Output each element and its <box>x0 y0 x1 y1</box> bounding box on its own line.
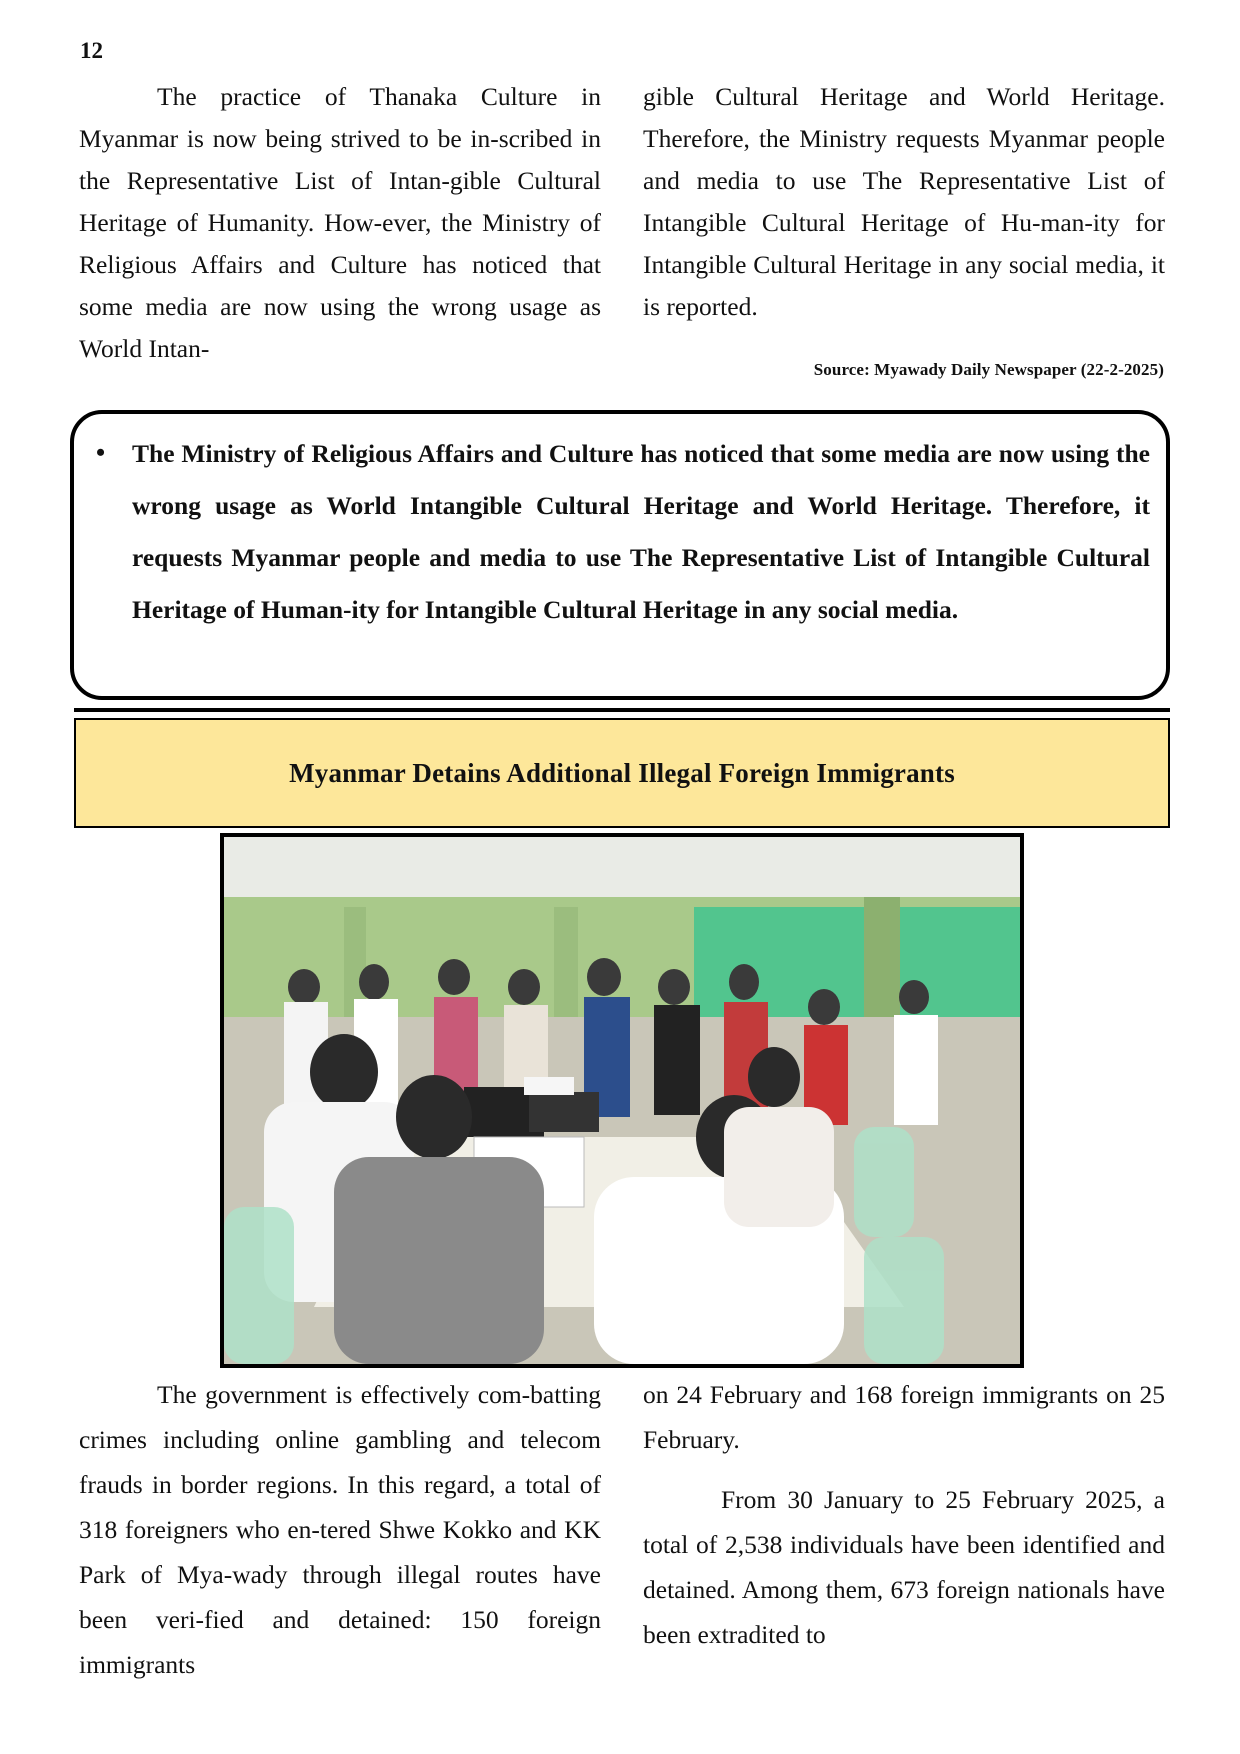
callout-text: The Ministry of Religious Affairs and Culture has noticed that some media are now using the wrong usage as World Intangible Cultural Heritage and World Heritage. Therefore, it requests Myanmar people and media to use The Representative List of Intangible Cultural Heritage of Human-ity for Intangible Cultural Heritage in any social media. <box>132 439 1150 624</box>
photo-icon <box>224 837 1020 1364</box>
top-article-paragraph-1: The practice of Thanaka Culture in Myanmar is now being strived to be in-scribed in the Representative List of Intan-gible Cultural Heritage of Humanity. How-ever, the Ministry of Religious Affairs and Culture has noticed that some media are now using the wrong usage as World Intan- <box>79 82 601 363</box>
bottom-article-paragraph-1: The government is effectively com-batting crimes including online gambling and telecom frauds in border regions. In this regard, a total of 318 foreigners who en-tered Shwe Kokko and KK Park of Mya-wady through illegal routes have been veri-fied and detained: 150 foreign immigrants <box>79 1380 601 1679</box>
bullet-icon: • <box>96 438 106 467</box>
top-article-column-2 <box>643 76 1165 328</box>
page-number: 12 <box>80 38 103 63</box>
bottom-article-paragraph-3: From 30 January to 25 February 2025, a total of 2,538 individuals have been identified and detained. Among them, 673 foreign nationals have been extradited to <box>643 1485 1165 1649</box>
callout-box <box>70 410 1170 700</box>
bottom-article-column-1 <box>79 1372 601 1687</box>
top-article-column-1 <box>79 76 601 370</box>
article-headline: Myanmar Detains Additional Illegal Foreign Immigrants <box>289 757 955 788</box>
source-credit: Source: Myawady Daily Newspaper (22-2-2025) <box>813 360 1164 379</box>
bottom-article-paragraph-2: on 24 February and 168 foreign immigrants on 25 February. <box>643 1380 1165 1454</box>
headline-banner <box>74 718 1170 828</box>
bottom-article-column-2 <box>643 1372 1165 1657</box>
article-photo <box>220 833 1024 1368</box>
section-divider <box>74 708 1170 712</box>
top-article-paragraph-2: gible Cultural Heritage and World Heritage. Therefore, the Ministry requests Myanmar people and media to use The Representative List of Intangible Cultural Heritage of Hu-man-ity for Intangible Cultural Heritage in any social media, it is reported. <box>643 82 1165 321</box>
